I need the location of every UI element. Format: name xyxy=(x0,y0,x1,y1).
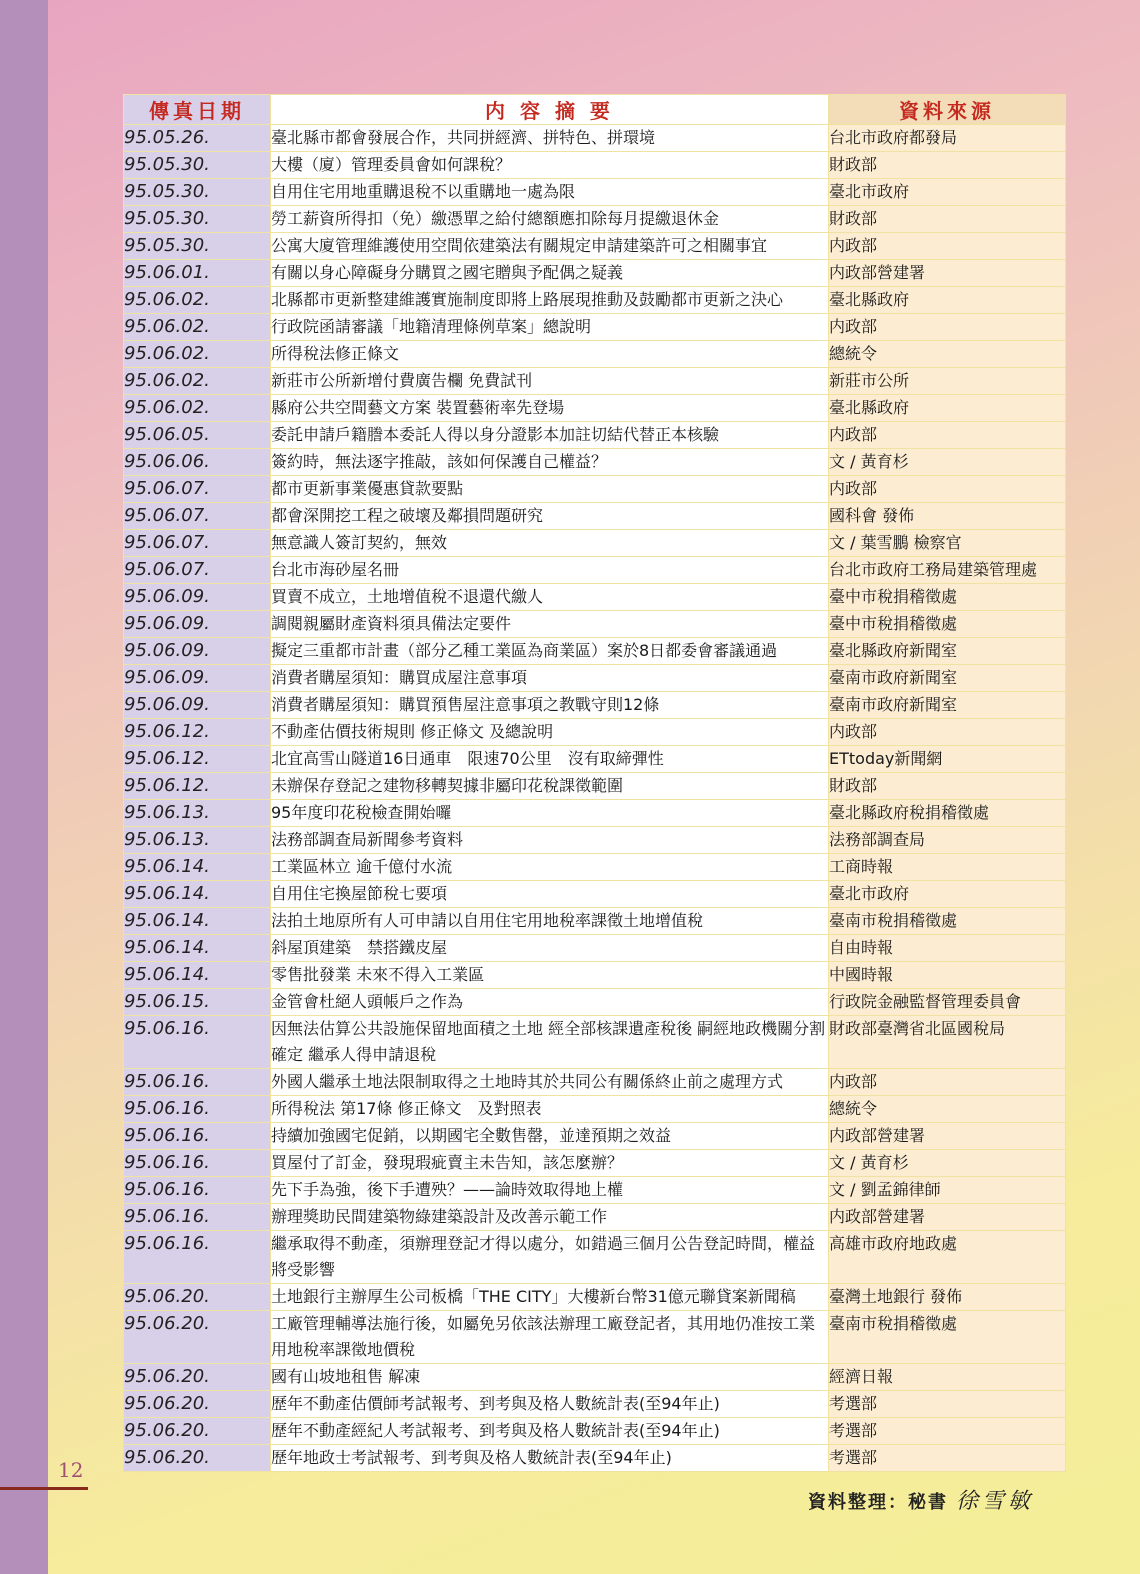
row-source: 行政院金融監督管理委員會 xyxy=(829,989,1066,1016)
row-source: 臺南市稅捐稽徵處 xyxy=(829,1311,1066,1364)
row-summary: 勞工薪資所得扣（免）繳憑單之給付總額應扣除每月提繳退休金 xyxy=(271,206,829,233)
row-source: 考選部 xyxy=(829,1418,1066,1445)
row-source: 中國時報 xyxy=(829,962,1066,989)
row-date: 95.06.14. xyxy=(124,854,271,881)
row-source: 自由時報 xyxy=(829,935,1066,962)
row-summary: 法務部調查局新聞參考資料 xyxy=(271,827,829,854)
table-row xyxy=(124,152,1066,179)
row-summary: 零售批發業 未來不得入工業區 xyxy=(271,962,829,989)
row-date: 95.06.05. xyxy=(124,422,271,449)
row-source: 臺北縣政府新聞室 xyxy=(829,638,1066,665)
row-summary: 繼承取得不動產，須辦理登記才得以處分，如錯過三個月公告登記時間，權益將受影響 xyxy=(271,1231,829,1284)
row-date: 95.06.02. xyxy=(124,395,271,422)
header-date: 傳真日期 xyxy=(124,95,271,125)
table-row xyxy=(124,1016,1066,1069)
table-row xyxy=(124,1177,1066,1204)
row-date: 95.06.14. xyxy=(124,881,271,908)
row-summary: 無意識人簽訂契約，無效 xyxy=(271,530,829,557)
row-summary: 斜屋頂建築 禁搭鐵皮屋 xyxy=(271,935,829,962)
row-source: 法務部調查局 xyxy=(829,827,1066,854)
row-source: 臺灣土地銀行 發佈 xyxy=(829,1284,1066,1311)
table-row xyxy=(124,611,1066,638)
row-summary: 簽約時，無法逐字推敲，該如何保護自己權益？ xyxy=(271,449,829,476)
row-date: 95.06.20. xyxy=(124,1391,271,1418)
row-source: 高雄市政府地政處 xyxy=(829,1231,1066,1284)
row-date: 95.05.30. xyxy=(124,152,271,179)
row-summary: 未辦保存登記之建物移轉契據非屬印花稅課徵範圍 xyxy=(271,773,829,800)
row-date: 95.06.15. xyxy=(124,989,271,1016)
row-date: 95.06.07. xyxy=(124,476,271,503)
row-date: 95.06.07. xyxy=(124,503,271,530)
table-row xyxy=(124,989,1066,1016)
compiled-by-label: 資料整理：秘書 xyxy=(808,1492,948,1513)
row-date: 95.06.16. xyxy=(124,1096,271,1123)
table-row xyxy=(124,746,1066,773)
row-summary: 法拍土地原所有人可申請以自用住宅用地稅率課徵土地增值稅 xyxy=(271,908,829,935)
row-date: 95.06.09. xyxy=(124,611,271,638)
header-source: 資料來源 xyxy=(829,95,1066,125)
row-source: 内政部營建署 xyxy=(829,260,1066,287)
row-summary: 委託申請戶籍謄本委託人得以身分證影本加註切結代替正本核驗 xyxy=(271,422,829,449)
table-row xyxy=(124,1069,1066,1096)
page-number-rule xyxy=(0,1487,88,1490)
row-source: 國科會 發佈 xyxy=(829,503,1066,530)
table-row xyxy=(124,179,1066,206)
table-row xyxy=(124,638,1066,665)
side-strip xyxy=(0,0,48,1574)
table-row xyxy=(124,557,1066,584)
table-row xyxy=(124,692,1066,719)
row-source: 考選部 xyxy=(829,1391,1066,1418)
row-summary: 新莊市公所新增付費廣告欄 免費試刊 xyxy=(271,368,829,395)
row-date: 95.06.13. xyxy=(124,800,271,827)
row-summary: 縣府公共空間藝文方案 裝置藝術率先登場 xyxy=(271,395,829,422)
row-summary: 台北市海砂屋名冊 xyxy=(271,557,829,584)
table-row xyxy=(124,233,1066,260)
table-row xyxy=(124,1123,1066,1150)
row-date: 95.06.12. xyxy=(124,719,271,746)
row-source: 台北市政府工務局建築管理處 xyxy=(829,557,1066,584)
row-source: 臺北市政府 xyxy=(829,179,1066,206)
row-date: 95.06.16. xyxy=(124,1204,271,1231)
row-source: 臺中市稅捐稽徵處 xyxy=(829,584,1066,611)
row-source: 内政部 xyxy=(829,719,1066,746)
table-header-row xyxy=(124,95,1066,125)
table-row xyxy=(124,773,1066,800)
table-row xyxy=(124,1364,1066,1391)
row-summary: 都市更新事業優惠貸款要點 xyxy=(271,476,829,503)
row-source: 文 / 葉雪鵬 檢察官 xyxy=(829,530,1066,557)
row-summary: 歷年地政士考試報考、到考與及格人數統計表(至94年止) xyxy=(271,1445,829,1472)
row-summary: 金管會杜絕人頭帳戶之作為 xyxy=(271,989,829,1016)
table-row xyxy=(124,962,1066,989)
row-summary: 持續加強國宅促銷，以期國宅全數售罄，並達預期之效益 xyxy=(271,1123,829,1150)
table-row xyxy=(124,881,1066,908)
row-source: 文 / 黃育杉 xyxy=(829,449,1066,476)
row-date: 95.06.20. xyxy=(124,1311,271,1364)
row-date: 95.06.02. xyxy=(124,287,271,314)
table-row xyxy=(124,1231,1066,1284)
row-date: 95.06.09. xyxy=(124,692,271,719)
row-source: 臺北縣政府 xyxy=(829,395,1066,422)
row-date: 95.06.14. xyxy=(124,935,271,962)
row-summary: 歷年不動產估價師考試報考、到考與及格人數統計表(至94年止) xyxy=(271,1391,829,1418)
table-row xyxy=(124,395,1066,422)
row-date: 95.06.16. xyxy=(124,1016,271,1069)
table-row xyxy=(124,206,1066,233)
row-summary: 不動產估價技術規則 修正條文 及總說明 xyxy=(271,719,829,746)
row-summary: 都會深開挖工程之破壞及鄰損問題研究 xyxy=(271,503,829,530)
row-summary: 北縣都市更新整建維護實施制度即將上路展現推動及鼓勵都市更新之決心 xyxy=(271,287,829,314)
compiler-signature: 徐雪敏 xyxy=(956,1489,1035,1514)
row-date: 95.06.14. xyxy=(124,908,271,935)
row-summary: 自用住宅用地重購退稅不以重購地一處為限 xyxy=(271,179,829,206)
row-summary: 消費者購屋須知：購買成屋注意事項 xyxy=(271,665,829,692)
row-source: 台北市政府都發局 xyxy=(829,125,1066,152)
table-row xyxy=(124,584,1066,611)
row-summary: 大樓（廈）管理委員會如何課稅？ xyxy=(271,152,829,179)
row-summary: 行政院函請審議「地籍清理條例草案」總說明 xyxy=(271,314,829,341)
table-row xyxy=(124,260,1066,287)
row-summary: 先下手為強，後下手遭殃？——論時效取得地上權 xyxy=(271,1177,829,1204)
row-date: 95.05.30. xyxy=(124,233,271,260)
row-date: 95.06.02. xyxy=(124,341,271,368)
row-source: ETtoday新聞網 xyxy=(829,746,1066,773)
row-date: 95.06.02. xyxy=(124,314,271,341)
row-source: 臺南市稅捐稽徵處 xyxy=(829,908,1066,935)
row-date: 95.05.30. xyxy=(124,179,271,206)
row-summary: 歷年不動產經紀人考試報考、到考與及格人數統計表(至94年止) xyxy=(271,1418,829,1445)
table-row xyxy=(124,314,1066,341)
row-summary: 工廠管理輔導法施行後，如屬免另依該法辦理工廠登記者，其用地仍准按工業用地稅率課徵地價稅 xyxy=(271,1311,829,1364)
row-date: 95.06.12. xyxy=(124,746,271,773)
table-row xyxy=(124,530,1066,557)
table-row xyxy=(124,1445,1066,1472)
row-date: 95.06.16. xyxy=(124,1150,271,1177)
table-row xyxy=(124,935,1066,962)
row-source: 内政部 xyxy=(829,1069,1066,1096)
table-row xyxy=(124,1204,1066,1231)
row-date: 95.06.14. xyxy=(124,962,271,989)
row-source: 財政部臺灣省北區國稅局 xyxy=(829,1016,1066,1069)
row-summary: 95年度印花稅檢查開始囉 xyxy=(271,800,829,827)
row-summary: 消費者購屋須知：購買預售屋注意事項之教戰守則12條 xyxy=(271,692,829,719)
row-date: 95.06.07. xyxy=(124,530,271,557)
row-summary: 買賣不成立，土地增值稅不退還代繳人 xyxy=(271,584,829,611)
table-row xyxy=(124,125,1066,152)
row-date: 95.06.01. xyxy=(124,260,271,287)
row-source: 臺北縣政府 xyxy=(829,287,1066,314)
table-row xyxy=(124,1284,1066,1311)
row-date: 95.06.13. xyxy=(124,827,271,854)
row-source: 内政部 xyxy=(829,233,1066,260)
row-source: 文 / 劉孟錦律師 xyxy=(829,1177,1066,1204)
row-summary: 工業區林立 逾千億付水流 xyxy=(271,854,829,881)
row-source: 臺北市政府 xyxy=(829,881,1066,908)
row-date: 95.05.26. xyxy=(124,125,271,152)
row-summary: 所得稅法修正條文 xyxy=(271,341,829,368)
row-summary: 有關以身心障礙身分購買之國宅贈與予配偶之疑義 xyxy=(271,260,829,287)
row-source: 内政部 xyxy=(829,476,1066,503)
row-source: 財政部 xyxy=(829,152,1066,179)
row-summary: 因無法估算公共設施保留地面積之土地 經全部核課遺產稅後 嗣經地政機關分割確定 繼承人得申請退稅 xyxy=(271,1016,829,1069)
table-row xyxy=(124,1096,1066,1123)
row-summary: 買屋付了訂金，發現瑕疵賣主未告知，該怎麼辦？ xyxy=(271,1150,829,1177)
table-row xyxy=(124,908,1066,935)
row-summary: 外國人繼承土地法限制取得之土地時其於共同公有關係終止前之處理方式 xyxy=(271,1069,829,1096)
table-body xyxy=(124,125,1066,1472)
row-date: 95.06.20. xyxy=(124,1364,271,1391)
row-date: 95.06.09. xyxy=(124,665,271,692)
row-source: 文 / 黃育杉 xyxy=(829,1150,1066,1177)
row-summary: 國有山坡地租售 解凍 xyxy=(271,1364,829,1391)
table-row xyxy=(124,827,1066,854)
row-date: 95.06.20. xyxy=(124,1418,271,1445)
row-summary: 自用住宅換屋節稅七要項 xyxy=(271,881,829,908)
row-source: 經濟日報 xyxy=(829,1364,1066,1391)
table-row xyxy=(124,1150,1066,1177)
table-row xyxy=(124,1311,1066,1364)
fax-summary-table xyxy=(123,94,1066,1472)
row-summary: 臺北縣市都會發展合作，共同拼經濟、拼特色、拼環境 xyxy=(271,125,829,152)
row-date: 95.06.09. xyxy=(124,638,271,665)
row-source: 内政部營建署 xyxy=(829,1204,1066,1231)
table-row xyxy=(124,476,1066,503)
row-source: 臺南市政府新聞室 xyxy=(829,665,1066,692)
row-date: 95.06.16. xyxy=(124,1069,271,1096)
row-summary: 擬定三重都市計畫（部分乙種工業區為商業區）案於8日都委會審議通過 xyxy=(271,638,829,665)
row-source: 臺北縣政府稅捐稽徵處 xyxy=(829,800,1066,827)
header-summary: 内 容 摘 要 xyxy=(271,95,829,125)
row-date: 95.06.20. xyxy=(124,1445,271,1472)
row-date: 95.05.30. xyxy=(124,206,271,233)
row-source: 財政部 xyxy=(829,206,1066,233)
row-source: 新莊市公所 xyxy=(829,368,1066,395)
row-source: 内政部 xyxy=(829,314,1066,341)
table-row xyxy=(124,341,1066,368)
row-summary: 公寓大廈管理維護使用空間依建築法有關規定申請建築許可之相關事宜 xyxy=(271,233,829,260)
row-date: 95.06.02. xyxy=(124,368,271,395)
row-date: 95.06.12. xyxy=(124,773,271,800)
row-summary: 調閱親屬財產資料須具備法定要件 xyxy=(271,611,829,638)
table-row xyxy=(124,287,1066,314)
row-source: 内政部營建署 xyxy=(829,1123,1066,1150)
row-date: 95.06.16. xyxy=(124,1177,271,1204)
row-date: 95.06.20. xyxy=(124,1284,271,1311)
table-row xyxy=(124,368,1066,395)
row-source: 總統令 xyxy=(829,341,1066,368)
table-row xyxy=(124,719,1066,746)
row-summary: 所得稅法 第17條 修正條文 及對照表 xyxy=(271,1096,829,1123)
compiled-by-footer xyxy=(808,1484,1034,1515)
table-row xyxy=(124,503,1066,530)
row-date: 95.06.16. xyxy=(124,1231,271,1284)
row-source: 總統令 xyxy=(829,1096,1066,1123)
row-source: 臺南市政府新聞室 xyxy=(829,692,1066,719)
row-summary: 土地銀行主辦厚生公司板橋「THE CITY」大樓新台幣31億元聯貸案新聞稿 xyxy=(271,1284,829,1311)
table-row xyxy=(124,1418,1066,1445)
row-source: 臺中市稅捐稽徵處 xyxy=(829,611,1066,638)
row-summary: 辦理獎助民間建築物綠建築設計及改善示範工作 xyxy=(271,1204,829,1231)
table-row xyxy=(124,422,1066,449)
row-source: 内政部 xyxy=(829,422,1066,449)
page-number: 12 xyxy=(58,1458,84,1482)
table-row xyxy=(124,854,1066,881)
table-row xyxy=(124,665,1066,692)
row-date: 95.06.07. xyxy=(124,557,271,584)
row-date: 95.06.06. xyxy=(124,449,271,476)
table-row xyxy=(124,1391,1066,1418)
row-source: 財政部 xyxy=(829,773,1066,800)
row-date: 95.06.09. xyxy=(124,584,271,611)
row-source: 考選部 xyxy=(829,1445,1066,1472)
row-date: 95.06.16. xyxy=(124,1123,271,1150)
table-row xyxy=(124,449,1066,476)
table-row xyxy=(124,800,1066,827)
row-summary: 北宜高雪山隧道16日通車 限速70公里 沒有取締彈性 xyxy=(271,746,829,773)
row-source: 工商時報 xyxy=(829,854,1066,881)
